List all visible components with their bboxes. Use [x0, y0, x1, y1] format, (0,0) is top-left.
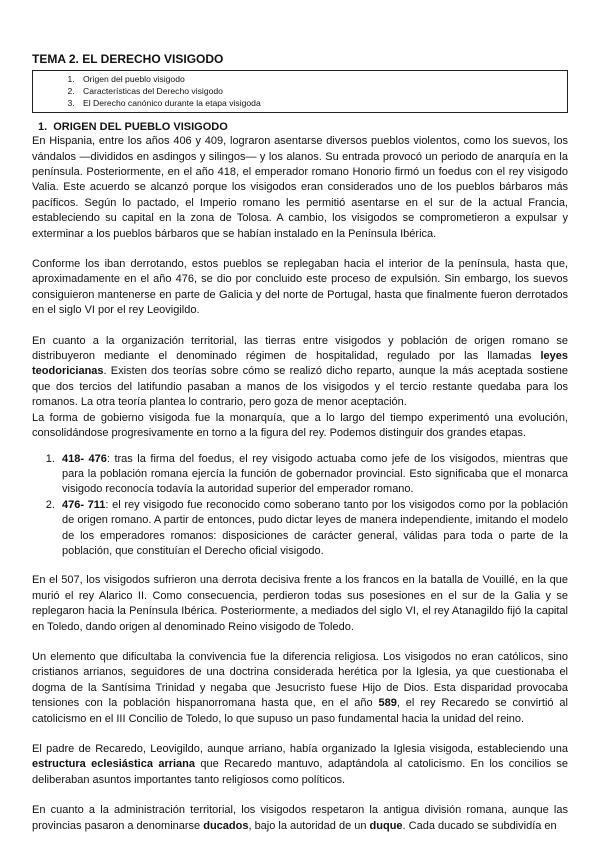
- list-item: [58, 452, 568, 498]
- text-run: En cuanto a la administración territorial, los visigodos respetaron la antigua división romana, aunque las provincias pasaron a denominarse: [32, 804, 568, 832]
- document-title: TEMA 2. EL DERECHO VISIGODO: [32, 52, 224, 66]
- text-run: El padre de Recaredo, Leovigildo, aunque arriano, había organizado la Iglesia visigoda, estableciendo una: [32, 743, 568, 755]
- table-of-contents: [32, 70, 568, 113]
- text-run: que Recaredo mantuvo, adaptándola al catolicismo. En los concilios se deliberaban asuntos importantes tanto religiosos como políticos.: [32, 758, 568, 786]
- bold-term: leyes teodoricianas: [32, 350, 568, 378]
- section-title: ORIGEN DEL PUEBLO VISIGODO: [53, 121, 228, 134]
- paragraph: [32, 650, 568, 727]
- bold-term: ducados: [203, 819, 249, 832]
- text-run: . Cada ducado se subdividía en: [402, 819, 557, 832]
- text-run: En cuanto a la organización territorial, las tierras entre visigodos y población de origen romano se distribuyeron mediante el denominado régimen de hospitalidad, regulado por las llamadas: [32, 334, 568, 363]
- bold-term: estructura eclesiástica arriana: [32, 758, 196, 771]
- paragraph: En Hispania, entre los años 406 y 409, lograron asentarse diversos pueblos violentos, como los suevos, los vándalos —divididos en asdingos y silingos— y los alanos. Su entrada provocó un periodo de anarquía en la península. Posteriormente, en el año 418, el emperador romano Honorio firmó un foedus con el rey visigodo Valia. Este acuerdo se alcanzó porque los visigodos eran considerados uno de los pueblos bárbaros más pacíficos. Según lo pactado, el Imperio romano les permitió asentarse en el sur de la actual Francia, estableciendo su capital en la zona de Tolosa. A cambio, los visigodos se comprometieron a expulsar y exterminar a los pueblos bárbaros que se habían instalado en la Península Ibérica.: [32, 135, 568, 240]
- paragraph: [32, 803, 568, 834]
- bold-term: duque: [369, 819, 403, 832]
- section-heading: [38, 121, 568, 134]
- text-run: Un elemento que dificultaba la convivencia fue la diferencia religiosa. Los visigodos no eran católicos, sino cristianos arrianos, seguidores de una doctrina considerada herética por la Iglesia, ya que cuestionaba el dogma de la Santísima Trinidad y negaba que Jesucristo fuese Hijo de Dios. Esta disparidad provocaba tensiones con la población hispanorromana hasta que, en el año: [32, 650, 568, 710]
- paragraph: Conforme los iban derrotando, estos pueblos se replegaban hacia el interior de la península, hasta que, aproximadamente en el año 476, se dio por concluido este proceso de expulsión. Sin embargo, los suevos consiguieron mantenerse en parte de Galicia y del norte de Portugal, hasta que finalmente fueron derrotados en el siglo VI por el rey Leovigildo.: [32, 258, 568, 317]
- bold-term: 589: [378, 697, 397, 710]
- stage-text: : tras la firma del foedus, el rey visigodo actuaba como jefe de los visigodos, mientras que para la población romana ejercía la función de gobernador provincial. Esto significaba que el monarca visigodo reconocía todavía la autoridad superior del emperador romano.: [62, 452, 568, 496]
- toc-item: 1. Origen del pueblo visigodo: [77, 74, 559, 86]
- toc-item: 3. El Derecho canónico durante la etapa visigoda: [77, 98, 559, 110]
- paragraph: En el 507, los visigodos sufrieron una derrota decisiva frente a los francos en la batalla de Vouillé, en la que murió el rey Alarico II. Como consecuencia, perdieron todas sus posesiones en el sur de la Galia y se replegaron hacia la Península Ibérica. Posteriormente, a mediados del siglo VI, el rey Atanagildo fijó la capital en Toledo, dando origen al denominado Reino visigodo de Toledo.: [32, 574, 568, 633]
- stage-period: 418- 476: [62, 452, 107, 465]
- stage-period: 476- 711: [62, 498, 106, 511]
- toc-item: 2. Características del Derecho visigodo: [77, 86, 559, 98]
- paragraph: La forma de gobierno visigoda fue la monarquía, que a lo largo del tiempo experimentó una evolución, consolidándose progresivamente en torno a la figura del rey. Podemos distinguir dos grandes etapas.: [32, 411, 568, 440]
- paragraph: [32, 334, 568, 411]
- section-number: 1.: [38, 121, 48, 134]
- paragraph: [32, 742, 568, 788]
- list-item: [58, 498, 568, 560]
- text-run: , el rey Recaredo se convirtió al catolicismo en el III Concilio de Toledo, lo que supuso un paso fundamental hacia la unidad del reino.: [32, 697, 568, 725]
- stages-list: [32, 452, 568, 560]
- text-run: . Existen dos teorías sobre cómo se realizó dicho reparto, aunque la más aceptada sostiene que dos tercios del latifundio pasaban a manos de los visigodos y el tercio restante quedaba para los romanos. La otra teoría plantea lo contrario, pero goza de menor aceptación.: [32, 365, 568, 409]
- stage-text: : el rey visigodo fue reconocido como soberano tanto por los visigodos como por la población de origen romano. A partir de entonces, pudo dictar leyes de manera independiente, imitando el modelo de los emperadores romanos: disposiciones de carácter general, válidas para toda o parte de la población, que constituían el Derecho oficial visigodo.: [62, 498, 568, 557]
- text-run: , bajo la autoridad de un: [248, 819, 370, 832]
